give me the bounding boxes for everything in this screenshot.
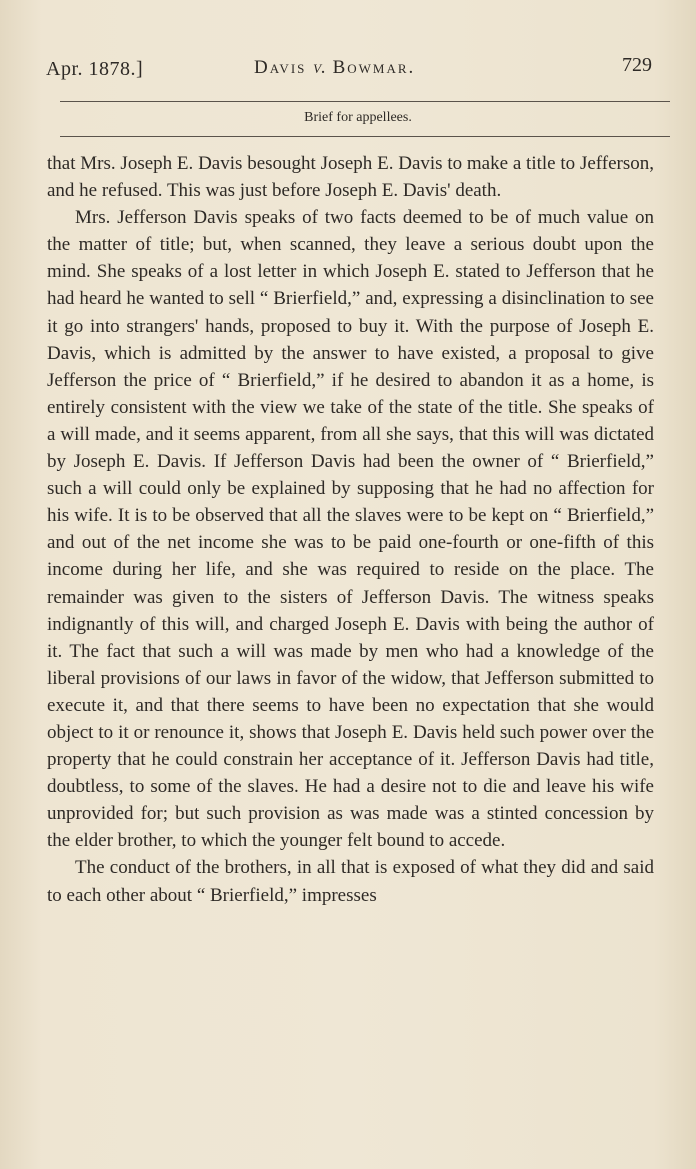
running-date: Apr. 1878.] — [46, 58, 144, 80]
case-party-left: Davis — [254, 57, 307, 78]
page-number: 729 — [622, 54, 652, 76]
case-versus: v. — [313, 57, 326, 78]
paragraph-2: Mrs. Jefferson Davis speaks of two facts deemed to be of much value on the matter of title; but, when scanned, they leave a serious doubt upon the mind. She speaks of a lost letter in which Joseph E. stated to Jefferson that he had heard he wanted to sell “ Brierfield,” and, expressing a disinclination to see it go into strangers' hands, proposed to buy it. With the purpose of Joseph E. Davis, which is admitted by the answer to have existed, a proposal to give Jefferson the price of “ Brierfield,” if he desired to abandon it as a home, is entirely consistent with the view we take of the state of the title. She speaks of a will made, and it seems apparent, from all she says, that this will was dictated by Joseph E. Davis. If Jefferson Davis had been the owner of “ Brierfield,” such a will could only be explained by supposing that he had no affection for his wife. It is to be observed that all the slaves were to be kept on “ Brierfield,” and out of the net income she was to be paid one-fourth or one-fifth of this income during her life, and she was required to reside on the place. The remainder was given to the sisters of Jefferson Davis. The witness speaks indignantly of this will, and charged Joseph E. Davis with being the author of it. The fact that such a will was made by men who had a knowledge of the liberal provisions of our laws in favor of the widow, that Jefferson submitted to execute it, and that there seems to have been no expectation that she would object to it or renounce it, shows that Joseph E. Davis held such power over the property that he could constrain her acceptance of it. Jefferson Davis had title, doubtless, to some of the slaves. He had a desire not to die and leave his wife unprovided for; but such provision as was made was a stinted concession by the elder brother, to which the younger felt bound to accede. — [47, 207, 654, 852]
body-text — [47, 150, 654, 909]
case-party-right: Bowmar. — [332, 57, 416, 78]
paragraph-3: The conduct of the brothers, in all that is exposed of what they did and said to each other about “ Brierfield,” impresses — [47, 857, 654, 906]
section-subhead: Brief for appellees. — [304, 110, 412, 125]
header-rule-top — [60, 101, 670, 102]
case-title — [254, 57, 415, 79]
running-header — [46, 52, 660, 82]
header-rule-bottom — [60, 136, 670, 137]
paragraph-1: that Mrs. Joseph E. Davis besought Joseph E. Davis to make a title to Jefferson, and he refused. This was just before Joseph E. Davis' death. — [47, 153, 654, 202]
